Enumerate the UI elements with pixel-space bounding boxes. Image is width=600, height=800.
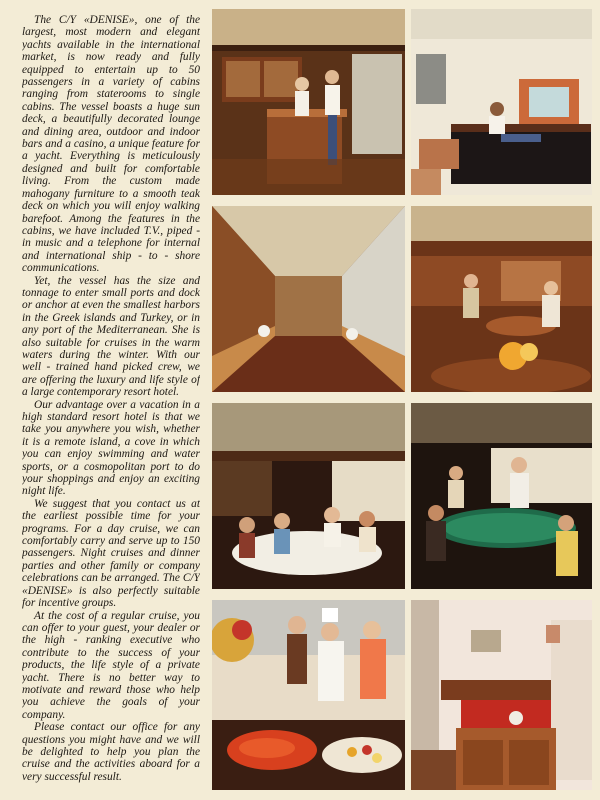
photo-lounge-guests: [411, 206, 592, 392]
paragraph-ports: Yet, the vessel has the size and tonnage to enter small ports and dock or anchor at even the smallest harbors in the Greek islands and Turkey, or in any port of the Mediterranean. She is also suitable for cruises in the warm waters during the winter. With our well - trained hand picked crew, we are offering the luxury and life style of a large contemporary resort hotel.: [22, 274, 200, 399]
paragraph-incentive: At the cost of a regular cruise, you can offer to your guest, your dealer or the high - ranking executive who contribute to the success of your products, the life style of a private yacht. There is no better way to motivate and reward those who help you achieve the goals of your company.: [22, 609, 200, 721]
photo-dining: [212, 403, 405, 589]
paragraph-advantage: Our advantage over a vacation in a high standard resort hotel is that we take you anywhere you wish, whether it is a remote island, a cove in which you can enjoy swimming and water sports, or a cosmopolitan port to do your shoppings and enjoy an exciting night life.: [22, 398, 200, 498]
paragraph-contact: We suggest that you contact us at the earliest possible time for your programs. For a day cruise, we can comfortably carry and serve up to 150 passengers. Night cruises and dinner parties and other family or company celebrations can be arranged. The C/Y «DENISE» is also perfectly suitable for incentive groups.: [22, 497, 200, 610]
photo-cabin: [411, 9, 592, 195]
article-text: [22, 14, 200, 790]
photo-buffet: [212, 600, 405, 790]
paragraph-closing: Please contact our office for any questions you might have and we will be delighted to help you plan the cruise and the activities aboard for a very successful result.: [22, 721, 200, 783]
photo-stateroom: [411, 600, 592, 790]
photo-lounge: [212, 206, 405, 392]
photo-bar: [212, 9, 405, 195]
paragraph-intro: The C/Y «DENISE», one of the largest, most modern and elegant yachts available in the international market, is now ready and fully equipped to entertain up to 50 passengers in a variety of cabins ranging from staterooms to single cabins. The vessel boasts a huge sun deck, a beautifully decorated lounge and dining area, outdoor and indoor bars and a casino, a unique feature for a yacht. Everything is meticulously designed and built for comfortable living. From the custom made mahogany furniture to a smooth teak deck on which you will enjoy walking barefoot. Among the features in the cabins, we have included T.V., piped - in music and a telephone for internal and international ship - to - shore communications.: [22, 14, 200, 275]
photo-casino: [411, 403, 592, 589]
